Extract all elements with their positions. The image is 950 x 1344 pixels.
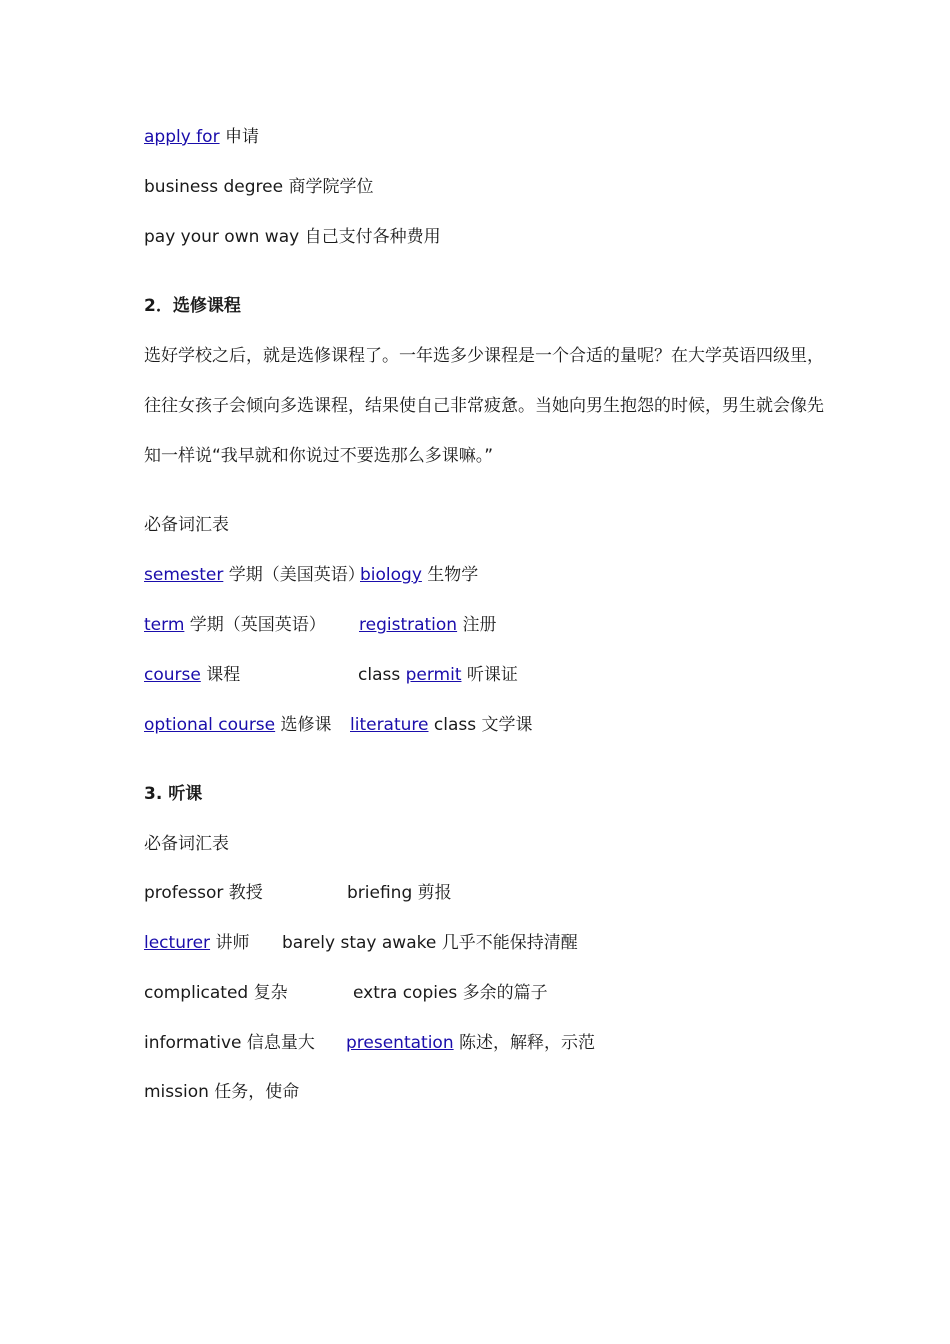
biology-meaning: 生物学 xyxy=(421,565,479,585)
apply-for-link[interactable]: apply for xyxy=(144,127,220,147)
section-2-paragraph-line-2: 往往女孩子会倾向多选课程，结果使自己非常疲惫。当她向男生抱怨的时候，男生就会像先 xyxy=(144,396,824,416)
apply-for-meaning: 申请 xyxy=(219,127,259,147)
vocab-barely-stay-awake: barely stay awake 几乎不能保持清醒 xyxy=(282,933,578,953)
vocab-row-right xyxy=(346,1032,595,1054)
presentation-link[interactable]: presentation xyxy=(346,1033,454,1053)
term-meaning: 学期（英国英语） xyxy=(184,615,326,635)
lecturer-link[interactable]: lecturer xyxy=(144,933,211,953)
vocab-line-apply-for xyxy=(144,126,259,148)
section-2-paragraph-line-1: 选好学校之后，就是选修课程了。一年选多少课程是一个合适的量呢？在大学英语四级里， xyxy=(144,346,824,366)
literature-meaning: class 文学课 xyxy=(428,715,533,735)
permit-link[interactable]: permit xyxy=(405,665,462,685)
literature-link[interactable]: literature xyxy=(350,715,429,735)
presentation-meaning: 陈述，解释，示范 xyxy=(453,1033,596,1053)
vocab-row xyxy=(144,564,365,586)
vocab-line-business-degree: business degree 商学院学位 xyxy=(144,177,374,197)
registration-link[interactable]: registration xyxy=(359,615,458,635)
section-3-vocab-title: 必备词汇表 xyxy=(144,834,229,854)
section-3-heading: 3. 听课 xyxy=(144,784,203,804)
section-2-heading: 2．选修课程 xyxy=(144,296,241,316)
vocab-mission: mission 任务，使命 xyxy=(144,1082,300,1102)
optional-course-meaning: 选修课 xyxy=(275,715,332,735)
biology-link[interactable]: biology xyxy=(360,565,422,585)
vocab-row-right xyxy=(359,614,497,636)
vocab-row-right xyxy=(350,714,533,736)
registration-meaning: 注册 xyxy=(457,615,497,635)
lecturer-meaning: 讲师 xyxy=(210,933,250,953)
section-2-paragraph-line-3: 知一样说“我早就和你说过不要选那么多课嘛。” xyxy=(144,446,494,466)
section-2-vocab-title: 必备词汇表 xyxy=(144,515,229,535)
class-prefix: class xyxy=(358,665,406,685)
vocab-row xyxy=(144,714,332,736)
semester-link[interactable]: semester xyxy=(144,565,224,585)
vocab-complicated: complicated 复杂 xyxy=(144,983,288,1003)
vocab-row xyxy=(144,664,240,686)
vocab-row xyxy=(144,614,326,636)
vocab-informative: informative 信息量大 xyxy=(144,1033,315,1053)
course-meaning: 课程 xyxy=(200,665,241,685)
permit-meaning: 听课证 xyxy=(461,665,518,685)
course-link[interactable]: course xyxy=(144,665,201,685)
vocab-extra-copies: extra copies 多余的篇子 xyxy=(353,983,548,1003)
vocab-briefing: briefing 剪报 xyxy=(347,883,452,903)
vocab-row-right xyxy=(360,564,478,586)
vocab-row-right xyxy=(358,664,518,686)
vocab-row xyxy=(144,932,249,954)
term-link[interactable]: term xyxy=(144,615,185,635)
optional-course-link[interactable]: optional course xyxy=(144,715,276,735)
vocab-professor: professor 教授 xyxy=(144,883,263,903)
vocab-line-pay-your-own-way: pay your own way 自己支付各种费用 xyxy=(144,227,441,247)
semester-meaning: 学期（美国英语） xyxy=(223,565,365,585)
